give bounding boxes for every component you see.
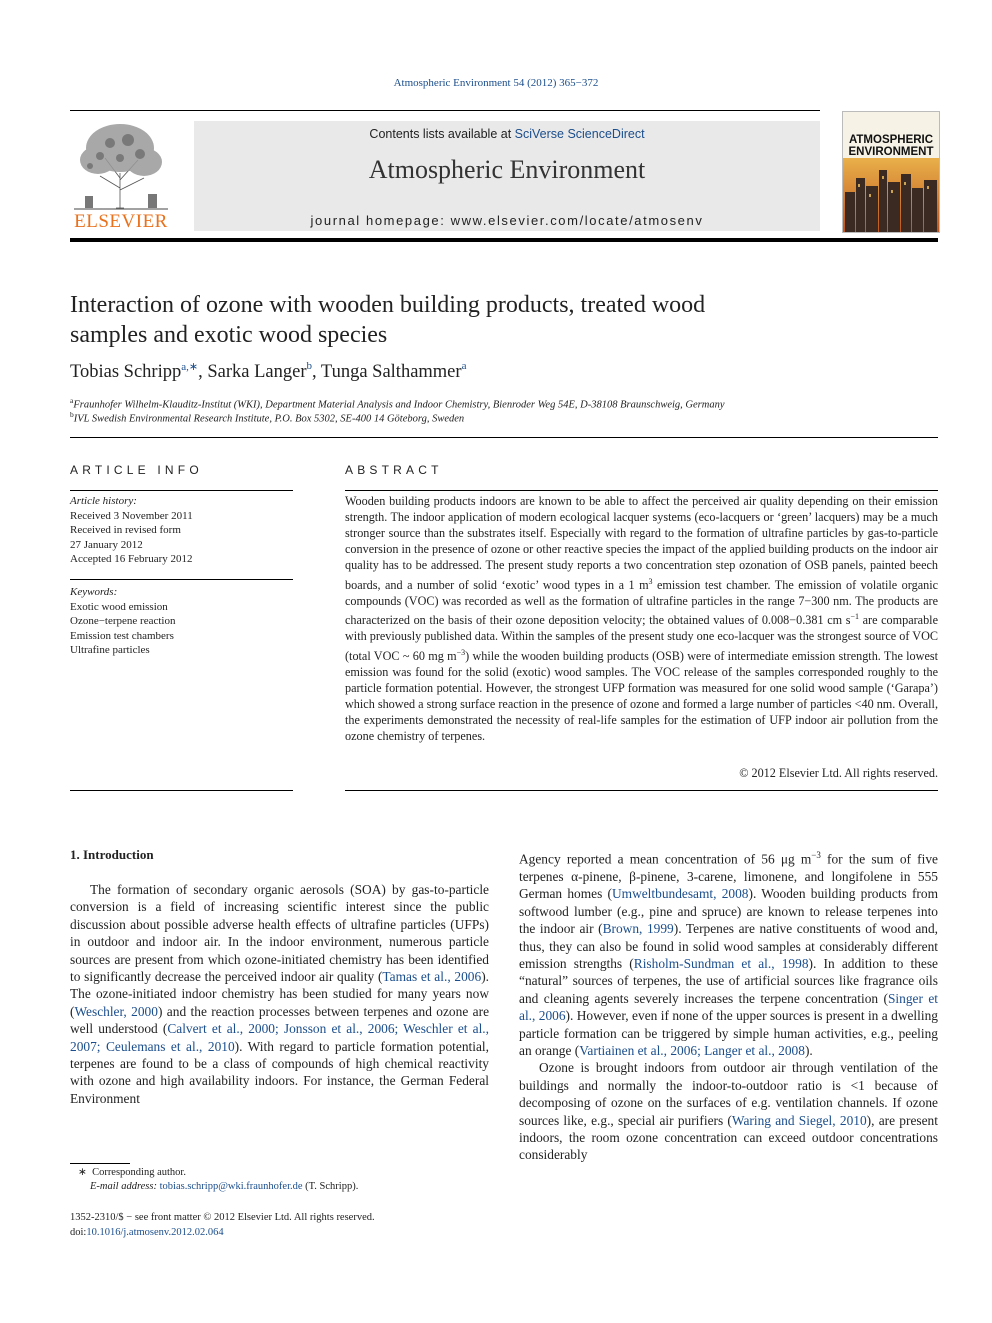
- text-run: The formation of secondary organic aerosols (SOA) by gas-to-particle conversion is a field of increasing scientific interest since the public discussion about possible adverse health effects of ultrafine particles (UFPs) in outdoor and indoor air. In the indoor environment, numerous particle sources are present from which ozone-initiated chemistry has been identified to significantly decrease the perceived indoor air quality (: [70, 882, 489, 985]
- abstract-text: [345, 494, 938, 745]
- email-label: E-mail address:: [90, 1181, 160, 1192]
- cover-title: [843, 134, 939, 158]
- email-suffix: (T. Schripp).: [302, 1181, 359, 1192]
- abstract-superscript: −3: [456, 648, 466, 658]
- history-label: Article history:: [70, 495, 137, 507]
- text-run: ).: [804, 1042, 813, 1058]
- citation-link[interactable]: Calvert et al., 2000; Jonsson et al., 2006; Weschler et al., 2007; Ceulemans et al., 2010: [70, 1021, 489, 1054]
- author-name[interactable]: Tunga Salthammer: [320, 362, 462, 382]
- citation-link[interactable]: Brown, 1999: [602, 921, 674, 937]
- text-run: Ozone is brought indoors from outdoor air through ventilation of the buildings and normally the indoor-to-outdoor ratio is <1 because of decomposing of ozone on the surfaces of e.g. ventilation channels. If ozone sources like, e.g., special air purifiers (: [519, 1060, 938, 1128]
- article-history: [70, 494, 293, 567]
- header-rule: [70, 110, 820, 111]
- author-name[interactable]: Sarka Langer: [207, 362, 307, 382]
- text-run: ). The ozone-initiated indoor chemistry has been studied for many years now (: [70, 969, 489, 1019]
- author-affiliation-marker[interactable]: b: [306, 360, 312, 372]
- text-run: ). Wooden building products from softwood lumber (e.g., pine and spruce) are known to release terpenes into the indoor air (: [519, 886, 939, 937]
- intro-left-column: [70, 881, 489, 1107]
- elsevier-logo[interactable]: [70, 118, 172, 233]
- journal-homepage: [194, 213, 820, 228]
- article-title-line1: Interaction of ozone with wooden building products, treated wood: [70, 292, 706, 318]
- abstract-superscript: −1: [850, 612, 859, 622]
- homepage-url-link[interactable]: www.elsevier.com/locate/atmosenv: [450, 213, 704, 228]
- doi-link[interactable]: 10.1016/j.atmosenv.2012.02.064: [86, 1227, 224, 1238]
- abstract-part: Wooden building products indoors are known to be able to affect the perceived air quality depending on their emission strength. The indoor application of modern ecological lacquer systems (eco-lacquers or ‘green’ lacquers) may be a much stronger source than the substrates itself. Especially with regard to the formation of ultrafine particles by gas-to-particle conversion in the presence of ozone or other reactive species the impact of the applied building products on the indoor air quality has to be addressed. The present study reports a two concentration step ozonation of OSB panels, painted beech boards, and a number of solid ‘exotic’ wood types in a 1 m: [345, 494, 938, 592]
- affiliation-text: Fraunhofer Wilhelm-Klauditz-Institut (WKI), Department Material Analysis and Indoor Chemistry, Bienroder Weg 54E, D-38108 Braunschweig, Germany: [73, 399, 725, 411]
- email-note: [90, 1181, 358, 1192]
- footnote-rule: [70, 1163, 130, 1164]
- header-thick-rule: [70, 238, 938, 242]
- intro-right-column: [519, 847, 938, 1164]
- homepage-prefix: journal homepage:: [310, 213, 451, 228]
- history-item: Accepted 16 February 2012: [70, 553, 193, 565]
- elsevier-wordmark: ELSEVIER: [74, 211, 168, 232]
- cover-title-line1: ATMOSPHERIC: [848, 134, 934, 146]
- section-rule: [70, 437, 938, 438]
- keyword-item: Ultrafine particles: [70, 644, 150, 656]
- contents-prefix: Contents lists available at: [369, 127, 515, 141]
- text-run: ). With regard to particle formation potential, terpenes are found to be a class of compounds of high chemical reactivity with ozone and high availability indoors. For instance, the German Federal Environment: [70, 1038, 489, 1106]
- citation-link[interactable]: Vartiainen et al., 2006; Langer et al., 2008: [579, 1042, 805, 1058]
- abstract-part: ) while the wooden building products (OSB) were of intermediate emission strength. The lowest emission was found for the solid (exotic) wood samples. The VOC release of the samples corresponded roughly to the particle formation potential. However, the strongest UFP formation was measured for one solid wood sample (‘Garapa’) which showed a strong surface reaction in the presence of ozone and formed a large number of particles <40 nm. Overall, the experiments demonstrated the necessity of real-life samples for the estimation of UFP indoor air pollution from the ozone chemistry of terpenes.: [345, 649, 938, 743]
- keywords-label: Keywords:: [70, 586, 118, 598]
- footnote-text: Corresponding author.: [92, 1167, 186, 1178]
- corresponding-author-note: [78, 1166, 186, 1178]
- contents-line: [194, 127, 820, 141]
- text-run: ). Terpenes are native constituents of wood and, thus, they can also be found in solid wood samples at considerably different emission strengths (: [519, 921, 939, 971]
- city-skyline-icon: [843, 112, 939, 232]
- author-name[interactable]: Tobias Schripp: [70, 362, 182, 382]
- keywords: [70, 585, 293, 658]
- intro-paragraph: [519, 847, 938, 1059]
- issn-line: 1352-2310/$ − see front matter © 2012 Elsevier Ltd. All rights reserved.: [70, 1212, 375, 1223]
- article-title: [70, 290, 870, 350]
- abstract-part: are comparable with previously published data. Within the samples of the present study one eco-lacquer was the strongest source of VOC (total VOC ~ 60 mg m: [345, 613, 938, 664]
- keyword-item: Exotic wood emission: [70, 600, 168, 613]
- history-item: 27 January 2012: [70, 538, 143, 551]
- author-affiliation-marker[interactable]: a,∗: [181, 361, 199, 373]
- author-list: Tobias Schripp$^{a,∗}$, Sarka Langer$^b$, Tunga Salthammer$^a$: [70, 360, 467, 382]
- abstract-rule: [345, 490, 938, 491]
- info-rule: [70, 490, 293, 491]
- affiliation: [70, 410, 464, 425]
- journal-cover-thumbnail[interactable]: [842, 111, 940, 233]
- citation-link[interactable]: Weschler, 2000: [74, 1003, 158, 1019]
- affiliation-marker: b: [70, 410, 74, 419]
- text-run: Agency reported a mean concentration of 56 μg m: [519, 851, 812, 867]
- text-run: ), are present indoors, the room ozone concentration can exceed outdoor concentrations considerably: [519, 1112, 938, 1163]
- article-title-line2: samples and exotic wood species: [70, 322, 388, 348]
- email-link[interactable]: tobias.schripp@wki.fraunhofer.de: [159, 1181, 303, 1192]
- citation-link[interactable]: Risholm-Sundman et al., 1998: [633, 955, 809, 971]
- affiliation: [70, 396, 724, 411]
- abstract-superscript: 3: [648, 576, 653, 586]
- keyword-item: Ozone−terpene reaction: [70, 615, 176, 627]
- footnote-marker: ∗: [78, 1167, 87, 1178]
- abstract-heading: ABSTRACT: [345, 463, 443, 477]
- superscript: −3: [811, 850, 821, 860]
- history-item: Received in revised form: [70, 524, 181, 536]
- citation-link[interactable]: Umweltbundesamt, 2008: [611, 886, 749, 902]
- info-rule: [70, 579, 293, 580]
- abstract-part: emission test chamber. The emission of volatile organic compounds (VOC) was recorded as well as the formation of ultrafine particles in the range 7−300 nm. The products are characterized on the basis of their ozone deposition velocity; the obtained values of 0.008−0.381 cm s: [345, 577, 938, 628]
- citation-link[interactable]: Tamas et al., 2006: [382, 969, 482, 985]
- section-heading-introduction: 1. Introduction: [70, 847, 154, 862]
- keyword-item: Emission test chambers: [70, 629, 174, 642]
- journal-title: Atmospheric Environment: [368, 155, 646, 184]
- text-run: ). However, even if none of the upper sources is present in a dwelling particle formation can be triggered by simple human activities, e.g., peeling an orange (: [519, 1008, 938, 1058]
- affiliation-text: IVL Swedish Environmental Research Institute, P.O. Box 5302, SE-400 14 Göteborg, Sweden: [73, 413, 465, 425]
- text-run: ) and the reaction processes between terpenes and ozone are well understood (: [70, 1003, 490, 1037]
- citation-link[interactable]: Singer et al., 2006: [519, 990, 938, 1024]
- intro-paragraph: [70, 881, 489, 1107]
- affiliation-marker: a: [70, 396, 74, 405]
- abstract-bottom-rule: [345, 790, 938, 791]
- info-bottom-rule: [70, 790, 293, 791]
- sciencedirect-link[interactable]: SciVerse ScienceDirect: [514, 127, 645, 141]
- doi-line: [70, 1227, 224, 1238]
- journal-citation[interactable]: Atmospheric Environment 54 (2012) 365−372: [393, 77, 599, 89]
- citation-link[interactable]: Waring and Siegel, 2010: [731, 1112, 867, 1128]
- text-run: for the sum of five terpenes α-pinene, β-pinene, 3-carene, limonene, and longifolene in 555 German homes (: [519, 851, 938, 902]
- doi-label: doi:: [70, 1227, 87, 1238]
- text-run: ). In addition to these “natural” sources of terpenes, the use of artificial sources like fragrance oils and cleaning agents severely increases the terpene concentration (: [519, 955, 938, 1006]
- article-info-heading: ARTICLE INFO: [70, 463, 203, 477]
- cover-title-line2: ENVIRONMENT: [848, 146, 934, 158]
- abstract-copyright: © 2012 Elsevier Ltd. All rights reserved.: [739, 766, 938, 780]
- intro-paragraph: [519, 1059, 938, 1163]
- journal-banner: [194, 121, 820, 231]
- author-affiliation-marker[interactable]: a: [461, 360, 467, 372]
- history-item: Received 3 November 2011: [70, 509, 193, 522]
